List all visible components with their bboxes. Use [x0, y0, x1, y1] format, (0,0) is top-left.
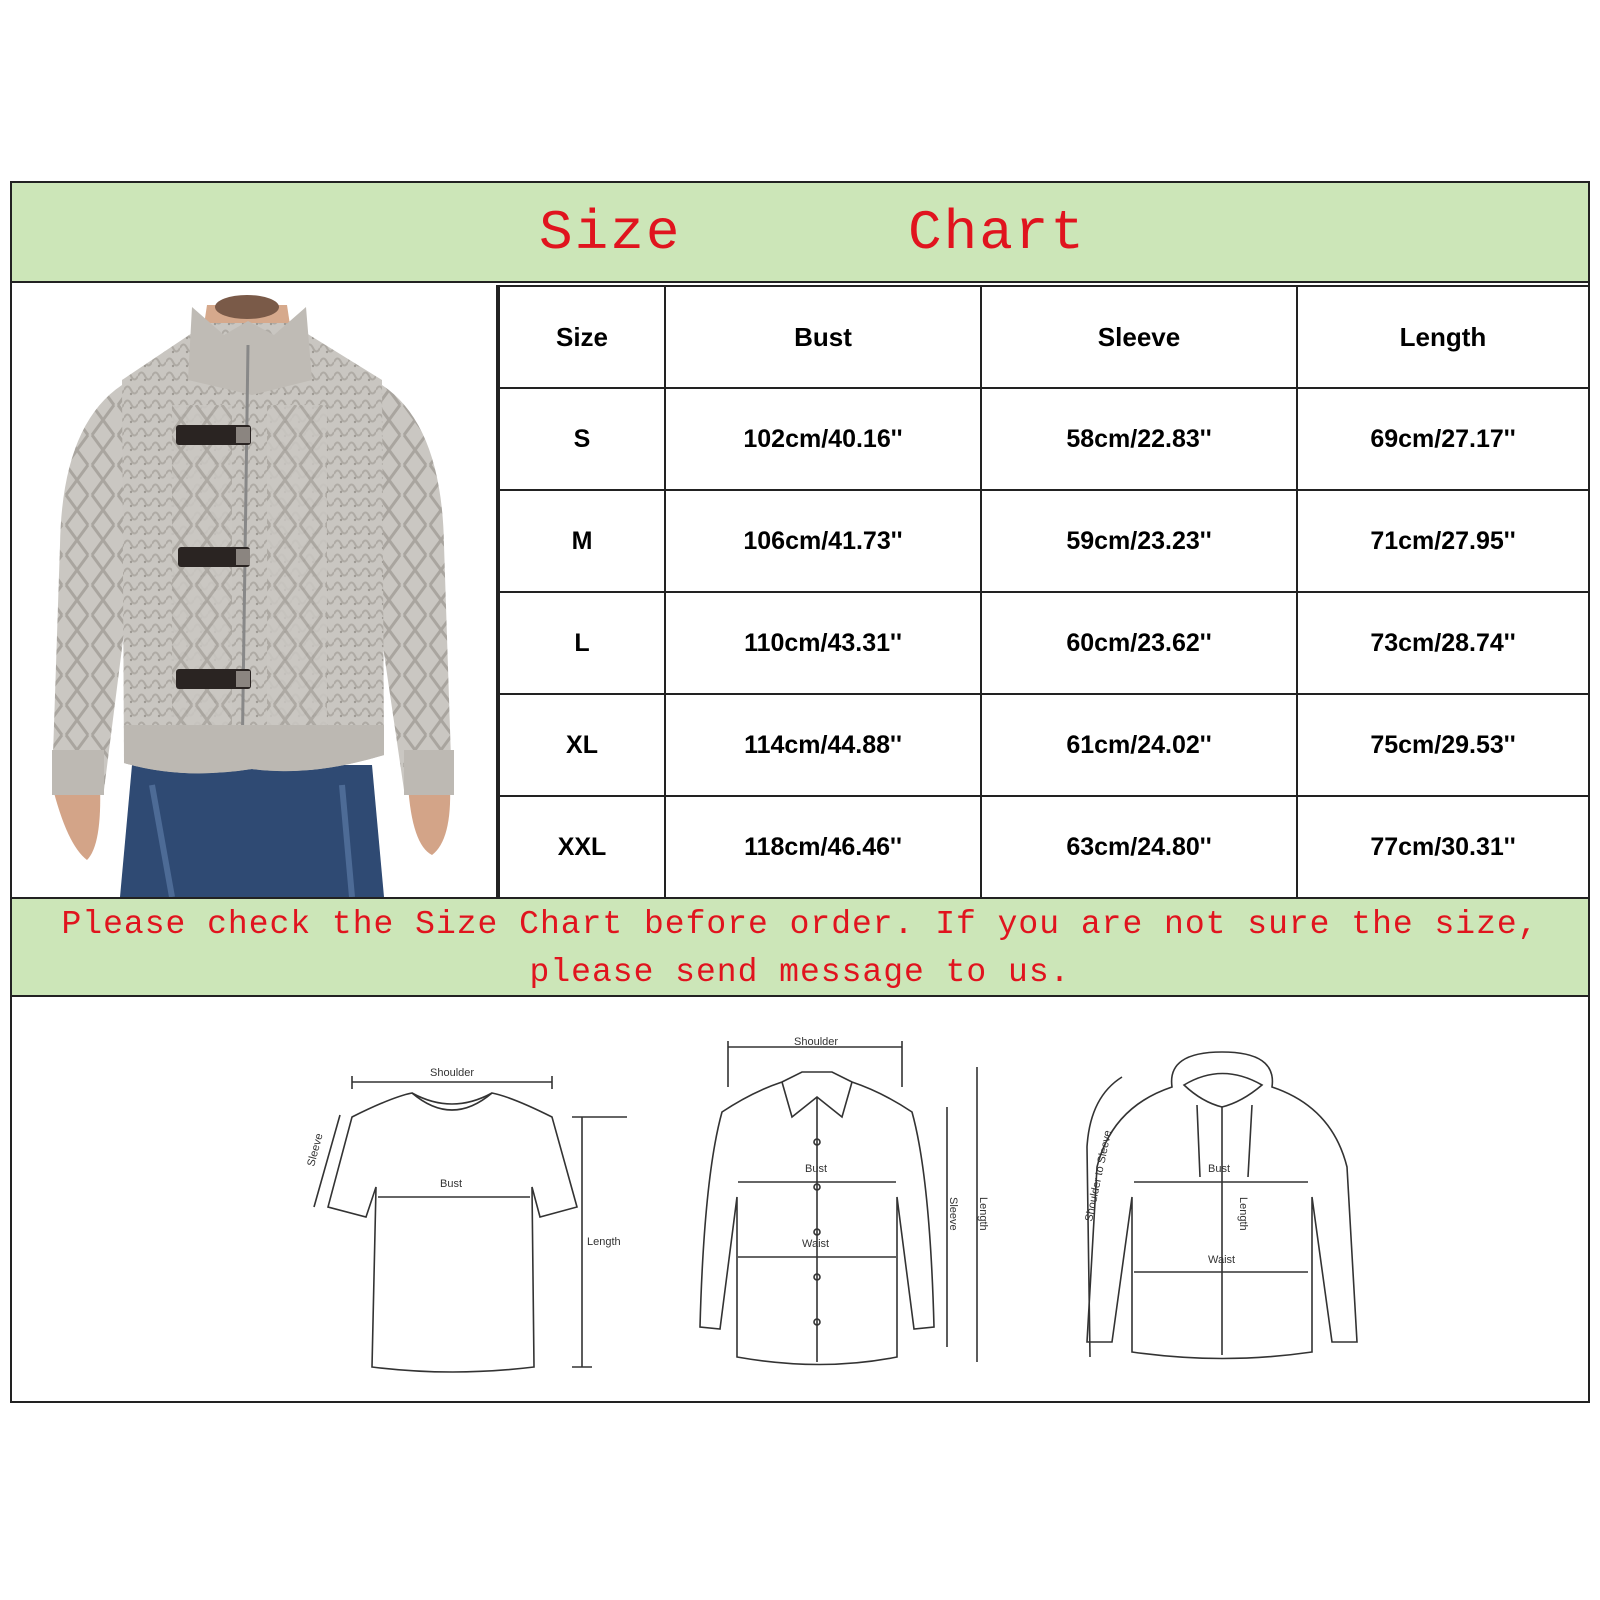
hoodie-waist-label: Waist — [1208, 1254, 1236, 1266]
shirt-sleeve-label: Sleeve — [947, 1197, 959, 1231]
cell-length: 75cm/29.53'' — [1297, 694, 1589, 796]
cell-length: 77cm/30.31'' — [1297, 796, 1589, 898]
tshirt-shoulder-label: Shoulder — [430, 1067, 475, 1079]
tshirt-length-label: Length — [587, 1236, 621, 1248]
hoodie-diagram — [1083, 1052, 1357, 1359]
shirt-waist-label: Waist — [802, 1238, 830, 1250]
table-row — [499, 796, 1589, 898]
hoodie-length-label: Length — [1237, 1197, 1249, 1231]
cell-sleeve: 60cm/23.62'' — [981, 592, 1297, 694]
cell-sleeve: 58cm/22.83'' — [981, 388, 1297, 490]
sweater-model-image — [12, 285, 496, 897]
tshirt-bust-label: Bust — [440, 1178, 463, 1190]
hoodie-bust-label: Bust — [1208, 1163, 1231, 1175]
cell-bust: 118cm/46.46'' — [665, 796, 981, 898]
cell-length: 71cm/27.95'' — [1297, 490, 1589, 592]
header-sleeve: Sleeve — [981, 286, 1297, 388]
shirt-bust-label: Bust — [805, 1163, 828, 1175]
notice-banner — [12, 897, 1588, 997]
table-header-row — [499, 286, 1589, 388]
cell-size: XXL — [499, 796, 665, 898]
table-row — [499, 592, 1589, 694]
cell-length: 69cm/27.17'' — [1297, 388, 1589, 490]
size-table — [498, 285, 1590, 899]
table-row — [499, 490, 1589, 592]
shirt-length-label: Length — [977, 1197, 989, 1231]
title-word-size: Size — [539, 201, 682, 265]
measurement-diagrams — [12, 997, 1588, 1401]
cell-bust: 114cm/44.88'' — [665, 694, 981, 796]
cell-size: M — [499, 490, 665, 592]
cell-size: S — [499, 388, 665, 490]
cell-bust: 102cm/40.16'' — [665, 388, 981, 490]
cell-sleeve: 61cm/24.02'' — [981, 694, 1297, 796]
header-length: Length — [1297, 286, 1589, 388]
cell-sleeve: 63cm/24.80'' — [981, 796, 1297, 898]
title-word-chart: Chart — [908, 201, 1087, 265]
table-row — [499, 694, 1589, 796]
cell-sleeve: 59cm/23.23'' — [981, 490, 1297, 592]
shirt-shoulder-label: Shoulder — [794, 1036, 839, 1048]
shirt-diagram — [700, 1036, 989, 1365]
notice-line-2: please send message to us. — [529, 954, 1071, 991]
cell-bust: 106cm/41.73'' — [665, 490, 981, 592]
table-row — [499, 388, 1589, 490]
title-banner — [12, 183, 1588, 283]
cell-length: 73cm/28.74'' — [1297, 592, 1589, 694]
cell-size: XL — [499, 694, 665, 796]
cell-size: L — [499, 592, 665, 694]
header-size: Size — [499, 286, 665, 388]
product-photo — [12, 285, 498, 897]
cell-bust: 110cm/43.31'' — [665, 592, 981, 694]
tshirt-diagram — [305, 1067, 627, 1372]
notice-line-1: Please check the Size Chart before order. If you are not sure the size, — [61, 906, 1539, 943]
header-bust: Bust — [665, 286, 981, 388]
hoodie-shoulder-to-sleeve-label: Shoulder to Sleeve — [1083, 1129, 1115, 1223]
tshirt-sleeve-label: Sleeve — [305, 1132, 326, 1168]
